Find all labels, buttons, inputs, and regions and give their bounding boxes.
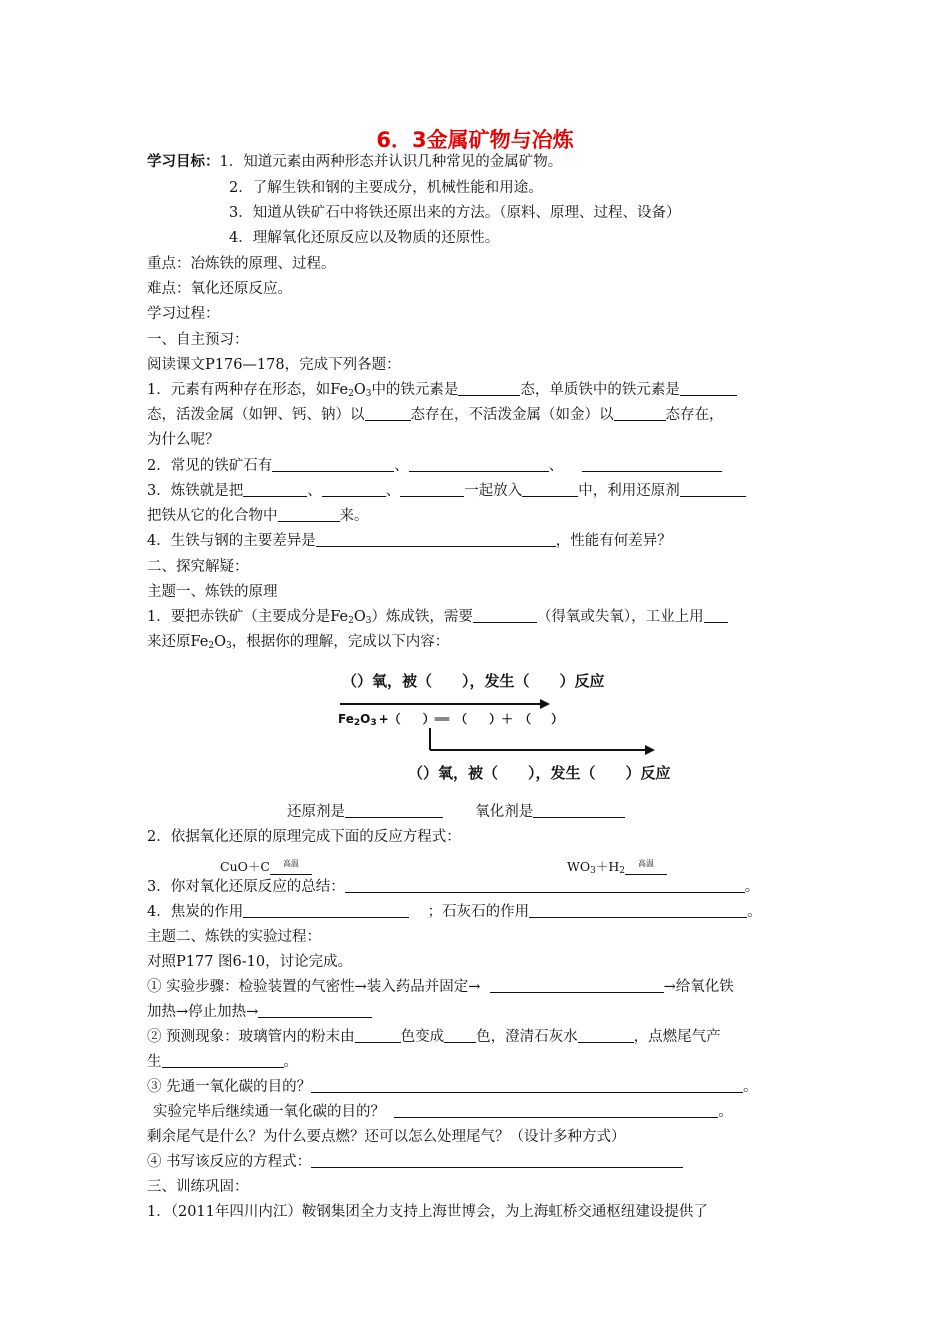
q1-line1: 1．元素有两种存在形态，如$Fe_2O_3$中的铁元素是 态，单质铁中的铁元素是 bbox=[147, 380, 737, 404]
blank[interactable] bbox=[582, 456, 722, 472]
blank[interactable] bbox=[355, 1027, 401, 1043]
blank[interactable] bbox=[365, 405, 411, 421]
q1-line3: 为什么呢？ bbox=[147, 432, 220, 448]
t1-q2: 2．依据氧化还原的原理完成下面的反应方程式： bbox=[147, 829, 461, 845]
goals-label: 学习目标： bbox=[147, 153, 220, 170]
q1-line2: 态，活泼金属（如钾、钙、钠）以 态存在，不活泼金属（如金）以 态存在， bbox=[147, 407, 724, 423]
topic2-intro: 对照P177 图6-10，讨论完成。 bbox=[147, 954, 353, 970]
step2-line1: ② 预测现象：玻璃管内的粉末由 色变成 色，澄清石灰水 ，点燃尾气产 bbox=[147, 1029, 721, 1045]
section2-heading: 二、探究解疑： bbox=[147, 559, 249, 575]
blank[interactable] bbox=[473, 607, 537, 623]
blank[interactable] bbox=[578, 1027, 634, 1043]
blank[interactable] bbox=[522, 481, 578, 497]
blank[interactable] bbox=[258, 1002, 372, 1018]
blank[interactable] bbox=[444, 1027, 476, 1043]
step2-line2: 生 。 bbox=[147, 1054, 298, 1070]
redox-diagram bbox=[330, 668, 750, 788]
blank[interactable] bbox=[704, 607, 728, 623]
q3-line2: 把铁从它的化合物中 来。 bbox=[147, 508, 369, 524]
blank[interactable] bbox=[533, 802, 625, 818]
q2-line: 2．常见的铁矿石有 、 、 bbox=[147, 456, 722, 476]
key-point: 重点：冶炼铁的原理、过程。 bbox=[147, 256, 336, 272]
blank[interactable] bbox=[345, 802, 443, 818]
eq1: CuO＋C 高温 bbox=[220, 852, 312, 877]
blank[interactable] bbox=[345, 877, 745, 893]
q3-line1: 3．炼铁就是把 、 、 一起放入 中，利用还原剂 bbox=[147, 481, 746, 501]
blank[interactable] bbox=[614, 405, 666, 421]
blank[interactable] bbox=[243, 481, 307, 497]
blank[interactable] bbox=[316, 531, 556, 547]
section3-q1: 1．（2011年四川内江）鞍钢集团全力支持上海世博会，为上海虹桥交通枢纽建设提供了 bbox=[147, 1204, 708, 1220]
step3-line3: 剩余尾气是什么？为什么要点燃？还可以怎么处理尾气？（设计多种方式） bbox=[147, 1129, 626, 1145]
blank[interactable] bbox=[680, 481, 746, 497]
goal-text-1: 1．知道元素由两种形态并认识几种常见的金属矿物。 bbox=[219, 154, 563, 170]
goal-4: 4．理解氧化还原反应以及物质的还原性。 bbox=[229, 230, 500, 246]
blank[interactable] bbox=[272, 456, 394, 472]
step3-line2: 实验完毕后继续通一氧化碳的目的？ 。 bbox=[153, 1104, 733, 1120]
blank[interactable] bbox=[322, 481, 386, 497]
t1-q3: 3．你对氧化还原反应的总结： 。 bbox=[147, 879, 760, 895]
step1-line1: ① 实验步骤：检验装置的气密性→装入药品并固定→ →给氧化铁 bbox=[147, 979, 734, 995]
diagram-top-text: （）氧，被（ ），发生（ ）反应 bbox=[342, 672, 605, 690]
bottom-arrow-head bbox=[645, 745, 655, 755]
step4-line: ④ 书写该反应的方程式： bbox=[147, 1152, 683, 1172]
section1-intro: 阅读课文P176—178，完成下列各题： bbox=[147, 357, 401, 373]
diagram-bottom-text: （）氧，被（ ），发生（ ）反应 bbox=[408, 764, 671, 782]
blank[interactable] bbox=[162, 1052, 284, 1068]
blank[interactable] bbox=[529, 902, 747, 918]
section3-heading: 三、训练巩固： bbox=[147, 1179, 249, 1195]
blank[interactable] bbox=[311, 1077, 743, 1093]
blank[interactable] bbox=[458, 380, 520, 396]
blank[interactable] bbox=[243, 902, 409, 918]
eq2: $WO_3+H_2$高温 bbox=[567, 852, 667, 881]
reducer-line: 还原剂是 氧化剂是 bbox=[287, 802, 625, 822]
step1-line2: 加热→停止加热→ bbox=[147, 1002, 372, 1022]
goal-2: 2．了解生铁和钢的主要成分，机械性能和用途。 bbox=[229, 180, 543, 196]
blank[interactable] bbox=[311, 1152, 683, 1168]
goal-1 bbox=[147, 152, 562, 172]
t1-q4: 4．焦炭的作用 ；石灰石的作用 。 bbox=[147, 904, 762, 920]
blank[interactable] bbox=[409, 456, 549, 472]
topic2-heading: 主题二、炼铁的实验过程： bbox=[147, 929, 321, 945]
diagram-equation: $Fe_2O_3$ +（ ）══ （ ）＋ （ ） bbox=[338, 712, 564, 728]
t1-q1-line2: 来还原$Fe_2O_3$，根据你的理解，完成以下内容： bbox=[147, 634, 450, 651]
topic1-heading: 主题一、炼铁的原理 bbox=[147, 584, 278, 600]
page-title: 6．3金属矿物与冶炼 bbox=[376, 128, 574, 152]
blank[interactable] bbox=[394, 1102, 718, 1118]
q4-line: 4．生铁与钢的主要差异是 ，性能有何差异？ bbox=[147, 533, 672, 549]
goal-3: 3．知道从铁矿石中将铁还原出来的方法。（原料、原理、过程、设备） bbox=[229, 205, 681, 221]
section1-heading: 一、自主预习： bbox=[147, 332, 249, 348]
blank[interactable] bbox=[400, 481, 464, 497]
t1-q1-line1: 1．要把赤铁矿（主要成分是$Fe_2O_3$）炼成铁，需要 （得氧或失氧），工业上用 bbox=[147, 607, 728, 631]
blank[interactable] bbox=[490, 977, 664, 993]
difficulty: 难点：氧化还原反应。 bbox=[147, 281, 292, 297]
blank[interactable] bbox=[278, 506, 340, 522]
top-arrow-head bbox=[540, 699, 550, 709]
step3-line1: ③ 先通一氧化碳的目的？ 。 bbox=[147, 1079, 758, 1095]
process-heading: 学习过程： bbox=[147, 306, 220, 322]
blank[interactable] bbox=[680, 380, 737, 396]
